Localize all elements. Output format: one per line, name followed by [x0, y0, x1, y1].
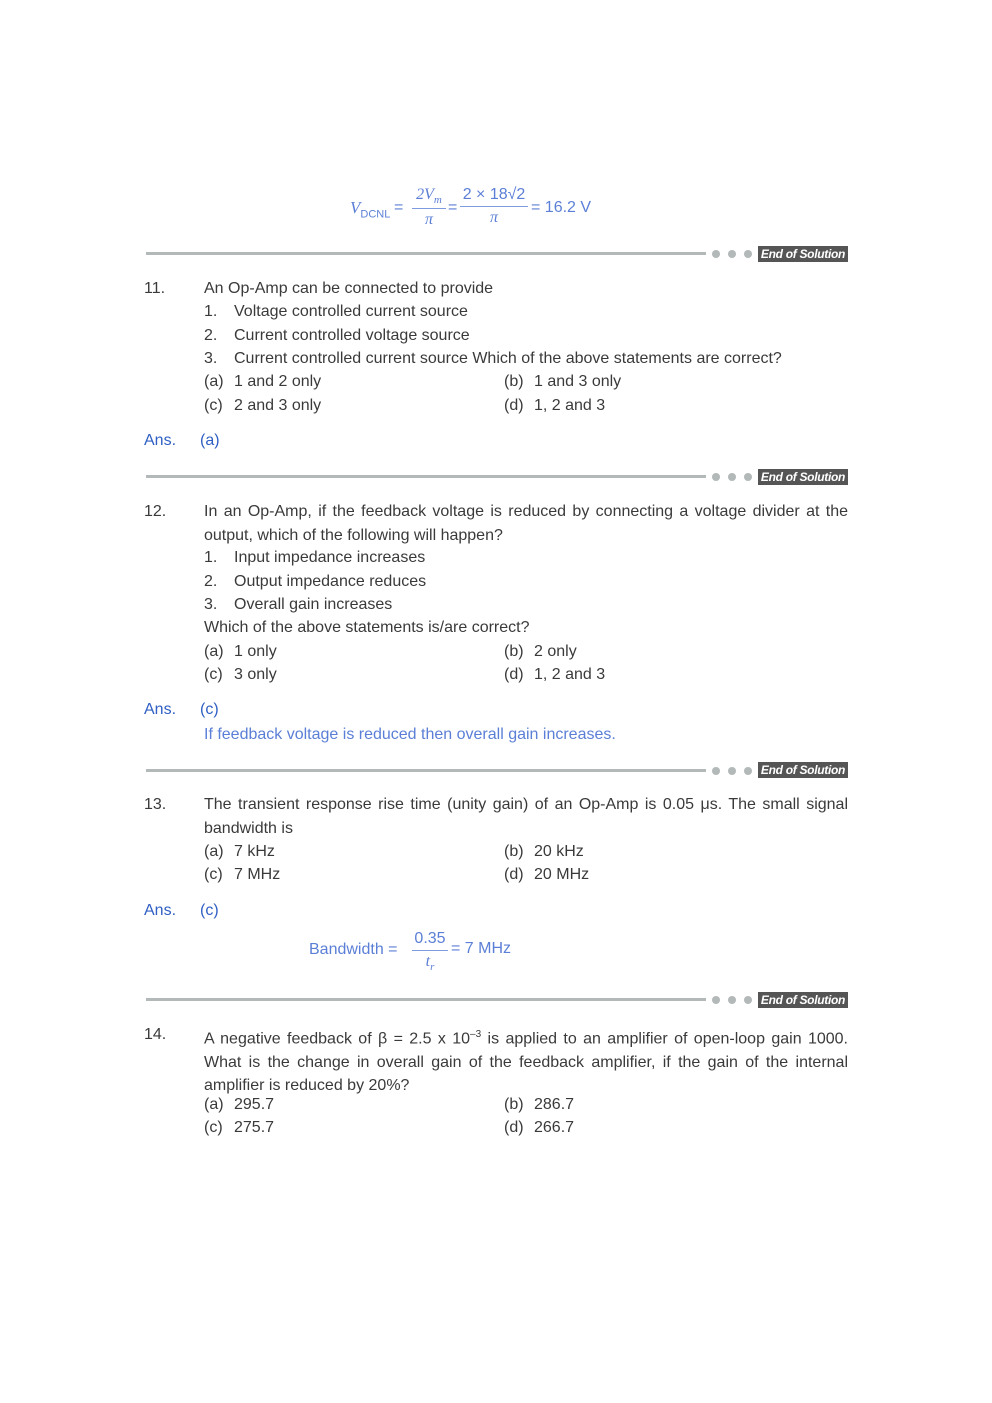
answer: Ans. (c)	[144, 902, 219, 919]
answer: Ans. (c)	[144, 701, 219, 718]
formula-result: = 16.2 V	[531, 199, 592, 216]
option-d: (d) 20 MHz	[504, 866, 590, 883]
bandwidth-fraction: $\frac{0.35}{t_r}$	[412, 930, 448, 973]
option-c: (c) 7 MHz	[204, 866, 281, 883]
list-item: 2. Current controlled voltage source	[204, 327, 470, 344]
option-c: (c) 3 only	[204, 666, 277, 683]
option-d: (d) 1, 2 and 3	[504, 666, 606, 683]
answer: Ans. (a)	[144, 432, 220, 449]
list-item: 3. Current controlled current source Which of the above statements are correct?	[204, 350, 782, 367]
end-of-solution-label: End of Solution	[758, 762, 848, 778]
option-b: (b) 286.7	[504, 1096, 575, 1113]
end-of-solution-label: End of Solution	[758, 469, 848, 485]
formula-lhs: $V_{DCNL}$	[350, 198, 391, 221]
option-d: (d) 1, 2 and 3	[504, 397, 606, 414]
option-a: (a) 295.7	[204, 1096, 275, 1113]
question-text: A negative feedback of β = 2.5 x $10^{-3}$ is applied to an amplifier of open-loop gain 1000. What is the change in overall gain of the feedback amplifier, if the gain of the internal amplifier is reduced by 20%?	[204, 1029, 848, 1095]
option-b: (b) 20 kHz	[504, 843, 584, 860]
formula-fraction-2: $\frac{2 \times 18√2}{\pi}$	[460, 186, 528, 227]
option-a: (a) 7 kHz	[204, 843, 275, 860]
end-of-solution-label: End of Solution	[758, 992, 848, 1008]
vdcnl-formula	[0, 0, 992, 240]
answer-explanation: If feedback voltage is reduced then overall gain increases.	[204, 726, 616, 743]
formula-fraction-1: $\frac{2V_m}{\pi}$	[412, 186, 446, 229]
option-a: (a) 1 only	[204, 643, 277, 660]
question-number: 12.	[144, 503, 167, 520]
question-number: 11.	[144, 280, 166, 297]
question-text: In an Op-Amp, if the feedback voltage is reduced by connecting a voltage divider at the output, which of the following will happen?	[204, 503, 848, 544]
question-number: 14.	[144, 1026, 167, 1043]
option-a: (a) 1 and 2 only	[204, 373, 322, 390]
question-text: An Op-Amp can be connected to provide	[204, 280, 494, 297]
question-prompt: Which of the above statements is/are correct?	[204, 619, 530, 636]
list-item: 1. Voltage controlled current source	[204, 303, 468, 320]
option-b: (b) 1 and 3 only	[504, 373, 622, 390]
formula-eq-2: =	[448, 199, 458, 216]
list-item: 2. Output impedance reduces	[204, 573, 427, 590]
list-item: 3. Overall gain increases	[204, 596, 393, 613]
question-number: 13.	[144, 796, 167, 813]
option-c: (c) 275.7	[204, 1119, 275, 1136]
option-b: (b) 2 only	[504, 643, 577, 660]
end-of-solution-label: End of Solution	[758, 246, 848, 262]
question-text: The transient response rise time (unity gain) of an Op-Amp is 0.05 μs. The small signal bandwidth is	[204, 796, 848, 837]
formula-eq: =	[394, 199, 404, 216]
list-item: 1. Input impedance increases	[204, 549, 426, 566]
option-c: (c) 2 and 3 only	[204, 397, 322, 414]
option-d: (d) 266.7	[504, 1119, 575, 1136]
